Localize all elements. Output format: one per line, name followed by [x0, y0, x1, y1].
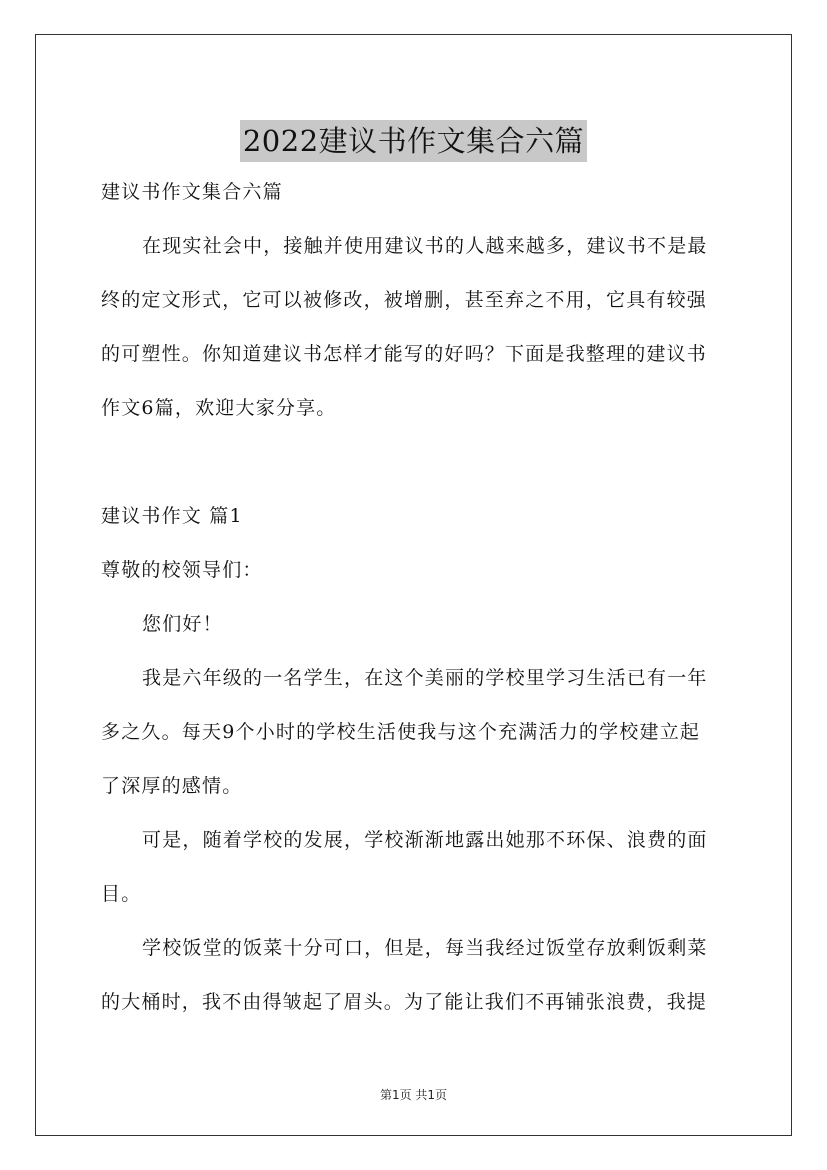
para1-line-1: 我是六年级的一名学生，在这个美丽的学校里学习生活已有一年: [142, 667, 708, 689]
page-footer: 第1页 共1页: [379, 1088, 448, 1102]
intro-line-4: 作文6篇，欢迎大家分享。: [101, 397, 337, 419]
para2-line-1: 可是，随着学校的发展，学校渐渐地露出她那不环保、浪费的面: [142, 829, 708, 851]
para2-line-2: 目。: [101, 883, 142, 905]
para1-line-2: 多之久。每天9个小时的学校生活使我与这个充满活力的学校建立起: [101, 721, 701, 743]
subtitle: 建议书作文集合六篇: [101, 181, 283, 203]
document-body: [101, 165, 727, 1029]
salutation: 尊敬的校领导们：: [101, 559, 263, 581]
intro-line-1: 在现实社会中，接触并使用建议书的人越来越多，建议书不是最: [142, 235, 708, 257]
para3-line-2: 的大桶时，我不由得皱起了眉头。为了能让我们不再铺张浪费，我提: [101, 991, 708, 1013]
para3-line-1: 学校饭堂的饭菜十分可口，但是，每当我经过饭堂存放剩饭剩菜: [142, 937, 708, 959]
section-heading: 建议书作文 篇1: [101, 505, 243, 527]
blank-line: [101, 435, 727, 489]
greeting: 您们好！: [142, 613, 223, 635]
intro-line-3: 的可塑性。你知道建议书怎样才能写的好吗？下面是我整理的建议书: [101, 343, 708, 365]
para1-line-3: 了深厚的感情。: [101, 775, 243, 797]
intro-line-2: 终的定文形式，它可以被修改，被增删，甚至弃之不用，它具有较强: [101, 289, 708, 311]
document-title: 2022建议书作文集合六篇: [240, 120, 587, 162]
